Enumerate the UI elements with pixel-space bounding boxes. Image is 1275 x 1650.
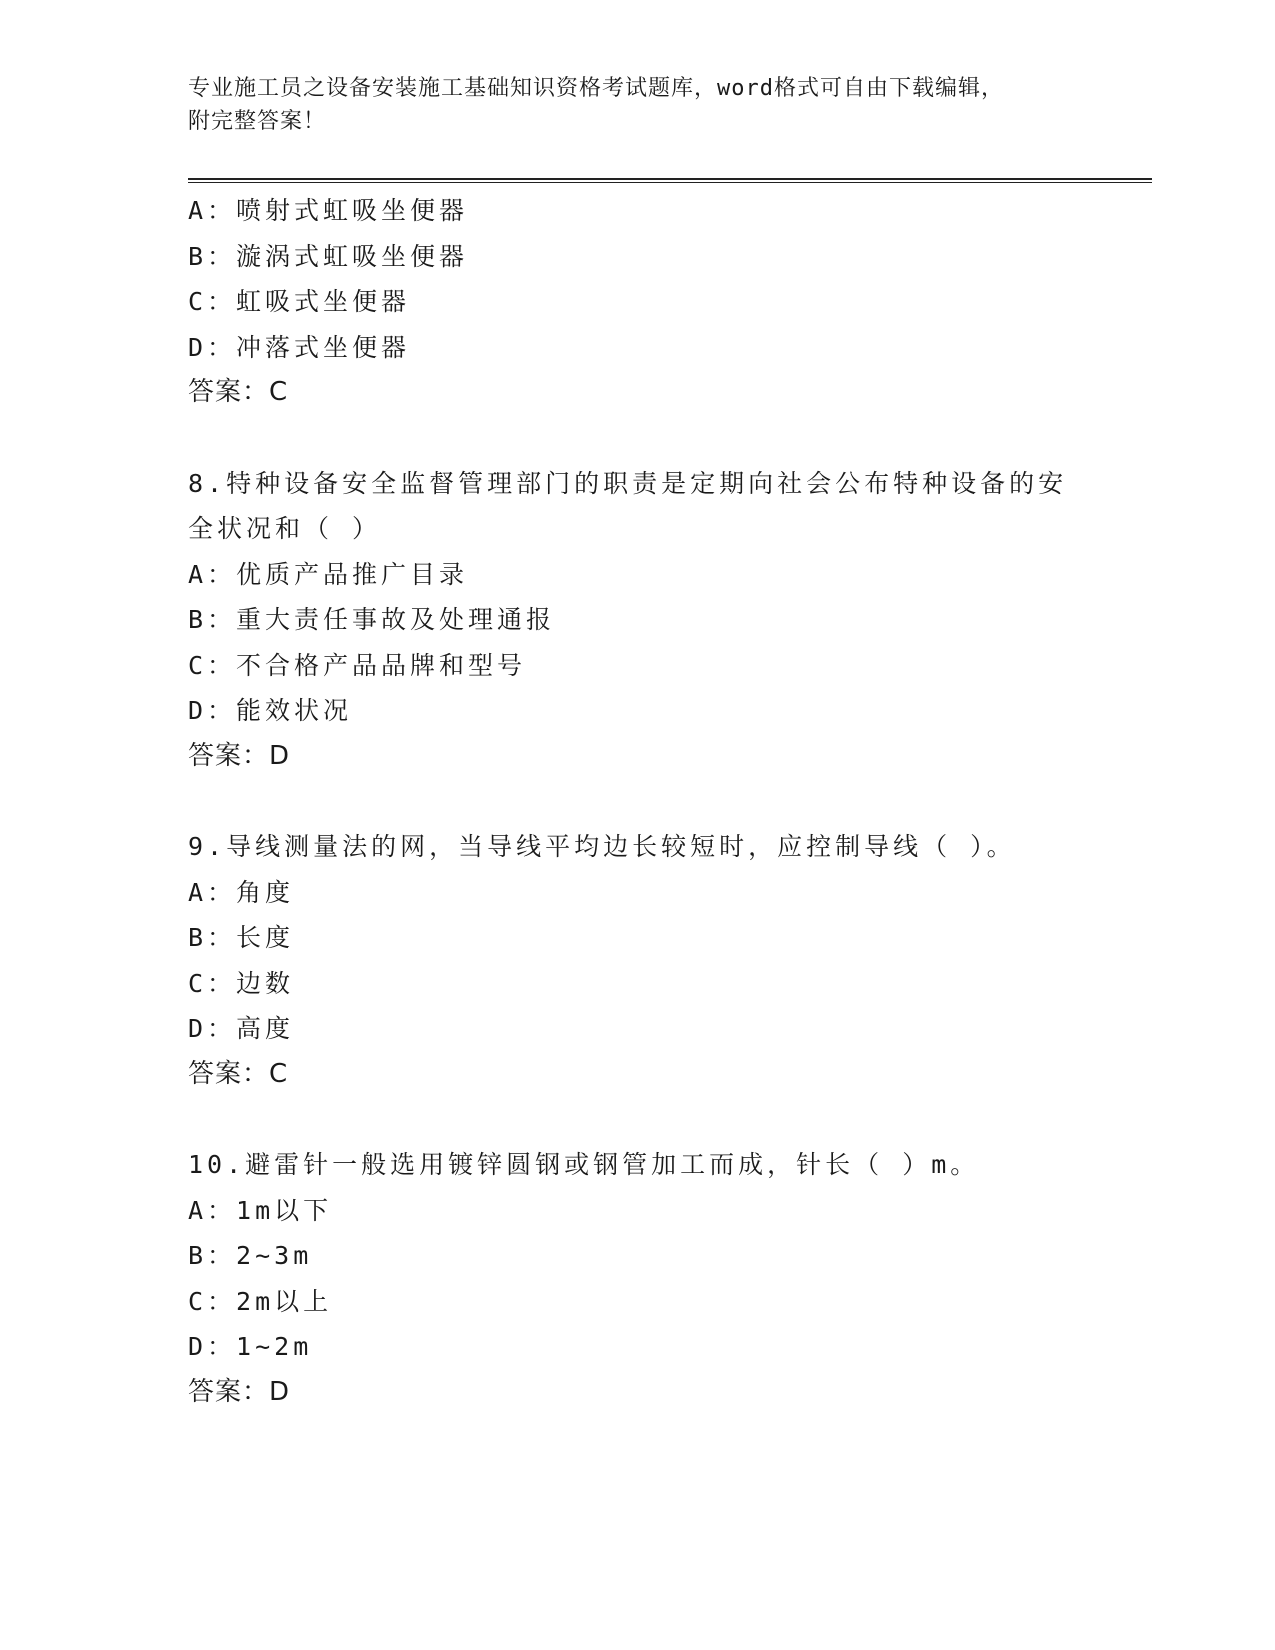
option-d: D：冲落式坐便器	[188, 332, 411, 362]
header-divider-thin	[188, 182, 1152, 183]
option-c: C：2m以上	[188, 1286, 333, 1316]
question-stem: 8.特种设备安全监督管理部门的职责是定期向社会公布特种设备的安	[188, 468, 1068, 498]
option-a: A：角度	[188, 877, 295, 907]
option-c: C：虹吸式坐便器	[188, 287, 411, 316]
option-b: B：2~3m	[188, 1241, 313, 1270]
option-b: B：漩涡式虹吸坐便器	[188, 241, 469, 271]
option-d: D：能效状况	[188, 696, 353, 725]
question-stem: 10.避雷针一般选用镀锌圆钢或钢管加工而成，针长（ ）m。	[188, 1150, 980, 1179]
option-b: B：长度	[188, 923, 295, 952]
question-spacer	[188, 416, 1108, 461]
document-header	[188, 72, 1068, 138]
question-list	[188, 188, 1108, 1415]
question-block-8	[188, 461, 1108, 780]
option-a: A：喷射式虹吸坐便器	[188, 196, 469, 225]
question-block-10	[188, 1142, 1108, 1415]
option-c: C：边数	[188, 968, 295, 998]
option-a: A：1m以下	[188, 1195, 333, 1225]
header-line-2: 附完整答案！	[188, 109, 327, 134]
answer-line: 答案：D	[188, 740, 291, 771]
question-stem-continued: 全状况和（ ）	[188, 514, 382, 543]
answer-line: 答案：C	[188, 1058, 289, 1089]
header-divider-thick	[188, 178, 1152, 180]
answer-line: 答案：D	[188, 1376, 291, 1407]
answer-line: 答案：C	[188, 377, 289, 407]
question-block-9	[188, 824, 1108, 1097]
option-c: C：不合格产品品牌和型号	[188, 650, 527, 680]
option-b: B：重大责任事故及处理通报	[188, 605, 556, 634]
question-block-7	[188, 188, 1108, 416]
option-d: D：高度	[188, 1014, 295, 1043]
option-d: D：1~2m	[188, 1332, 313, 1361]
question-spacer	[188, 1097, 1108, 1142]
question-stem: 9.导线测量法的网，当导线平均边长较短时，应控制导线（ ）。	[188, 832, 1016, 861]
option-a: A：优质产品推广目录	[188, 559, 469, 589]
question-spacer	[188, 779, 1108, 824]
header-line-1: 专业施工员之设备安装施工基础知识资格考试题库，word格式可自由下载编辑，	[188, 76, 1004, 101]
